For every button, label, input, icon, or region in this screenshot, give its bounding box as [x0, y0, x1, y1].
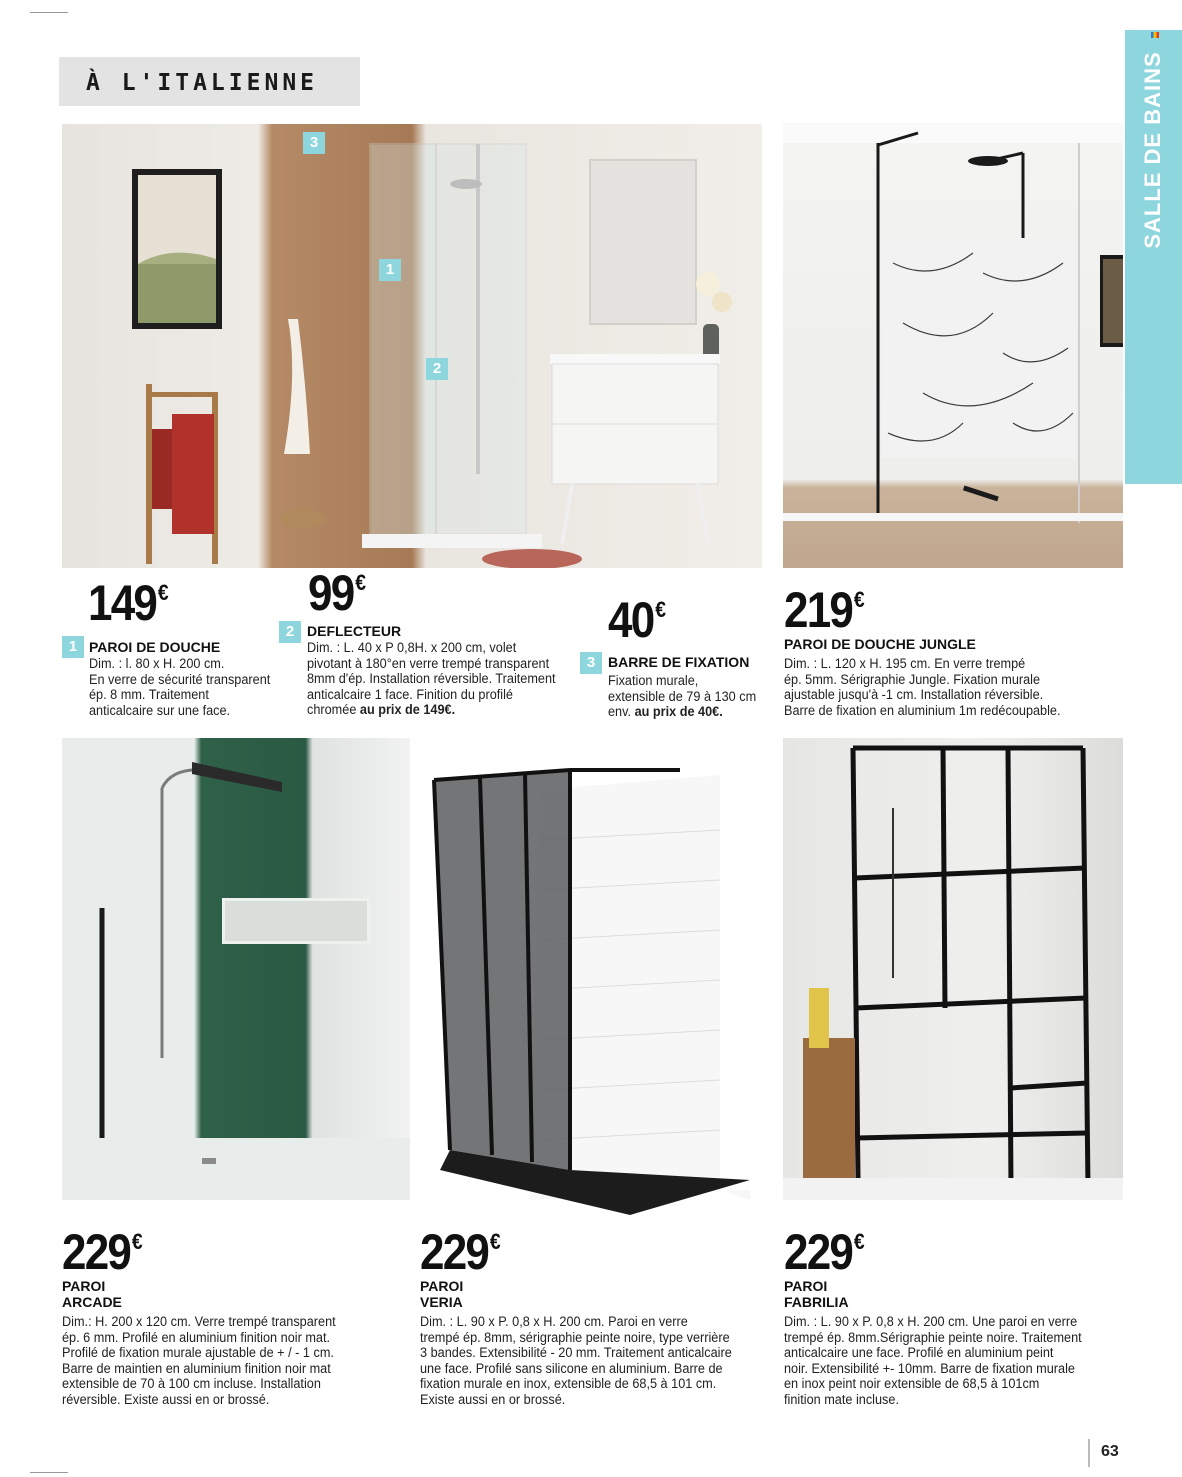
product-title-paroi-arcade: PAROI ARCADE: [62, 1278, 122, 1310]
top-rule: [30, 12, 68, 13]
price-paroi-arcade: 229€: [62, 1224, 143, 1280]
arcade-illustration: [62, 738, 410, 1200]
product-desc-barre-de-fixation: Fixation murale, extensible de 79 à 130 cm env. au prix de 40€.: [608, 673, 757, 719]
photo-jungle-shower: [783, 123, 1123, 568]
photo-paroi-veria: [420, 760, 756, 1216]
photo-paroi-arcade: [62, 738, 410, 1200]
bottom-rule: [30, 1472, 68, 1473]
photo-paroi-fabrilia: [783, 738, 1123, 1200]
price-paroi-fabrilia: 229€: [784, 1224, 865, 1280]
page-number-divider: [1088, 1439, 1090, 1467]
photo-badge-3: 3: [303, 132, 325, 154]
price-paroi-veria: 229€: [420, 1224, 501, 1280]
price-barre-de-fixation: 40€: [608, 592, 666, 648]
product-desc-deflecteur: Dim. : L. 40 x P 0,8H. x 200 cm, volet pivotant à 180°en verre trempé transparent 8mm d'ép. Installation réversible. Traitement anticalcaire 1 face. Finition du profilé chromée au prix de 149€.: [307, 640, 556, 717]
product-badge-2: 2: [279, 621, 301, 643]
price-paroi-jungle: 219€: [784, 582, 865, 638]
section-title: À L'ITALIENNE: [86, 70, 319, 96]
bathroom-illustration: [62, 124, 762, 568]
fabrilia-illustration: [783, 738, 1123, 1200]
veria-illustration: [420, 760, 756, 1216]
category-tab-label: SALLE DE BAINS: [1140, 51, 1165, 249]
product-desc-paroi-fabrilia: Dim. : L. 90 x P. 0,8 x H. 200 cm. Une paroi en verre trempé ép. 8mm.Sérigraphie peinte noire. Traitement anticalcaire une face. Profilé en aluminium peint noir. Extensibilité +- 10mm. Barre de fixation murale en inox peint noir extensible de 68,5 à 101cm finition mate incluse.: [784, 1314, 1082, 1407]
color-mark-icon: [1151, 32, 1159, 38]
product-desc-paroi-veria: Dim. : L. 90 x P. 0,8 x H. 200 cm. Paroi en verre trempé ép. 8mm, sérigraphie peinte noire, type verrière 3 bandes. Extensibilité - 20 mm. Traitement anticalcaire une face. Profilé sans silicone en aluminium. Barre de fixation murale en inox, extensible de 68,5 à 101 cm. Existe aussi en or brossé.: [420, 1314, 732, 1407]
price-paroi-de-douche: 149€: [88, 575, 169, 631]
product-title-paroi-de-douche: PAROI DE DOUCHE: [89, 639, 221, 655]
page-number: 63: [1101, 1443, 1119, 1460]
photo-badge-2: 2: [426, 358, 448, 380]
product-title-barre-de-fixation: BARRE DE FIXATION: [608, 654, 750, 670]
product-title-paroi-fabrilia: PAROI FABRILIA: [784, 1278, 849, 1310]
product-title-paroi-veria: PAROI VERIA: [420, 1278, 464, 1310]
jungle-shower-illustration: [783, 123, 1123, 568]
product-badge-1: 1: [62, 636, 84, 658]
product-desc-paroi-jungle: Dim. : L. 120 x H. 195 cm. En verre trempé ép. 5mm. Sérigraphie Jungle. Fixation murale ajustable jusqu'à -1 cm. Installation réversible. Barre de fixation en aluminium 1m redécoupable.: [784, 656, 1061, 718]
photo-badge-1: 1: [379, 259, 401, 281]
product-title-paroi-jungle: PAROI DE DOUCHE JUNGLE: [784, 636, 976, 652]
product-badge-3: 3: [580, 652, 602, 674]
product-desc-paroi-de-douche: Dim. : l. 80 x H. 200 cm. En verre de sécurité transparent ép. 8 mm. Traitement anticalcaire sur une face.: [89, 656, 271, 718]
product-desc-paroi-arcade: Dim.: H. 200 x 120 cm. Verre trempé transparent ép. 6 mm. Profilé en aluminium finition noir mat. Profilé de fixation murale ajustable de + / - 1 cm. Barre de maintien en aluminium finition noir mat extensible de 70 à 100 cm incluse. Installation réversible. Existe aussi en or brossé.: [62, 1314, 336, 1407]
photo-italian-shower-scene: [62, 124, 762, 568]
product-title-deflecteur: DEFLECTEUR: [307, 623, 402, 639]
price-deflecteur: 99€: [308, 565, 366, 621]
